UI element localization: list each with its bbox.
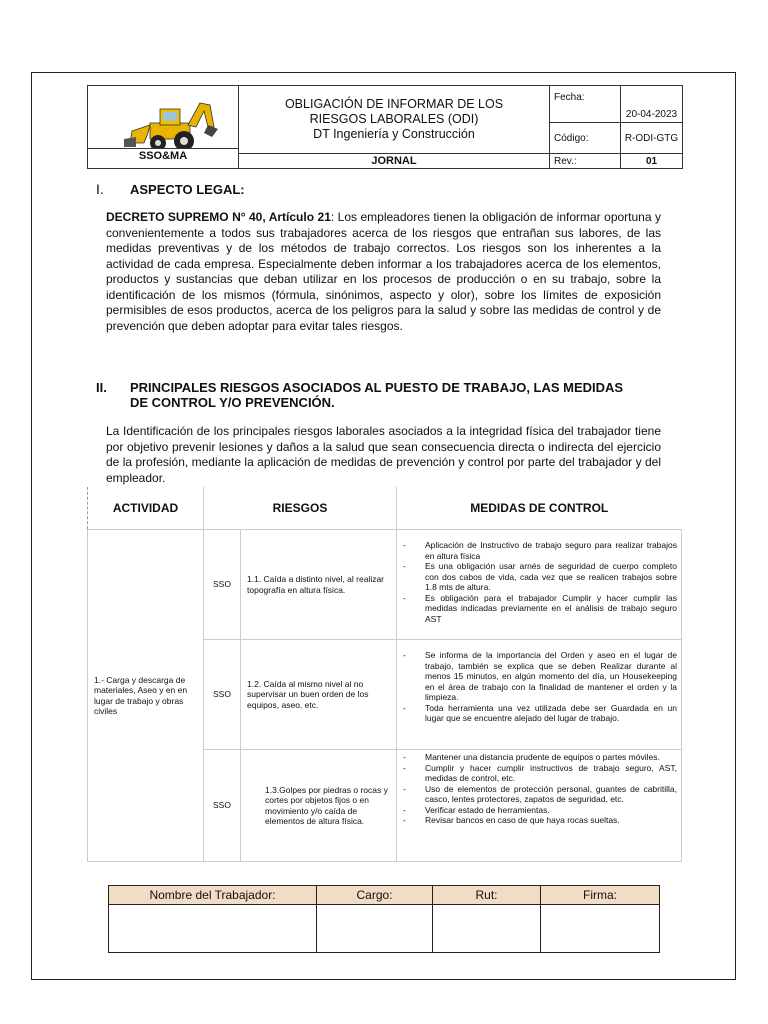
measures-cell <box>396 640 681 750</box>
header-firma: Firma: <box>541 886 660 905</box>
list-item: - Uso de elementos de protección personal, guantes de cabritilla, casco, lentes protectores, zapatos de seguridad, etc. <box>403 784 677 805</box>
header-riesgos: RIESGOS <box>204 487 397 530</box>
list-item: - Es obligación para el trabajador Cumplir y hacer cumplir las medidas indicadas previamente en el análisis de trabajo seguro AST <box>403 593 677 625</box>
document-title: OBLIGACIÓN DE INFORMAR DE LOS RIESGOS LABORALES (ODI) DT Ingeniería y Construcción <box>239 86 550 154</box>
section1-paragraph <box>106 210 661 334</box>
list-item: - Cumplir y hacer cumplir instructivos de trabajo seguro, AST, medidas de control, etc. <box>403 763 677 784</box>
section2-paragraph: La Identificación de los principales riesgos laborales asociados a la integridad física del trabajador tiene por objetivo prevenir lesiones y daños a la salud que sean consecuencia directa o indirecta del ejercicio de la profesión, mediante la aplicación de medidas de prevención y control por parte del trabajador y del empleador. <box>106 424 661 485</box>
risk-cell: 1.1. Caída a distinto nivel, al realizar topografía en altura física. <box>241 530 397 640</box>
sso-cell: SSO <box>204 640 241 750</box>
table-row <box>88 530 682 640</box>
list-item: - Se informa de la importancia del Orden y aseo en el lugar de trabajo, también se explica que se deben Realizar durante al menos 15 minutos, en algún momento del día, un Housekeeping en el área de trabajo con la finalidad de mantener el orden y la limpieza. <box>403 650 677 703</box>
risk-cell: 1.3.Golpes por piedras o rocas y cortes por objetos fijos o en movimiento y/o caída de elementos de altura física. <box>241 750 397 862</box>
codigo-label: Código: <box>550 123 621 154</box>
section2-number: II. <box>96 380 107 395</box>
header-actividad: ACTIVIDAD <box>88 487 204 530</box>
activity-cell: 1.- Carga y descarga de materiales, Aseo y en en lugar de trabajo y obras civiles <box>88 530 204 862</box>
rut-field[interactable] <box>433 905 541 953</box>
cargo-field[interactable] <box>317 905 433 953</box>
center-footer: JORNAL <box>239 154 550 169</box>
left-footer: SSO&MA <box>88 148 238 163</box>
fecha-label: Fecha: <box>550 86 621 123</box>
list-item: - Mantener una distancia prudente de equipos o partes móviles. <box>403 752 677 763</box>
list-item: - Aplicación de Instructivo de trabajo seguro para realizar trabajos en altura física <box>403 540 677 561</box>
risk-table <box>87 487 682 862</box>
section1-number: I. <box>96 181 104 197</box>
sso-cell: SSO <box>204 750 241 862</box>
header-cargo: Cargo: <box>317 886 433 905</box>
signature-table <box>108 885 660 953</box>
header-medidas: MEDIDAS DE CONTROL <box>396 487 681 530</box>
section2-title: PRINCIPALES RIESGOS ASOCIADOS AL PUESTO DE TRABAJO, LAS MEDIDAS DE CONTROL Y/O PREVENCIÓN. <box>130 380 624 410</box>
measures-cell <box>396 750 681 862</box>
list-item: - Es una obligación usar arnés de seguridad de cuerpo completo con dos cabos de vida, cada vez que se realicen trabajos sobre 1.8 mts de altura. <box>403 561 677 593</box>
section1-title: ASPECTO LEGAL: <box>130 182 245 197</box>
sso-cell: SSO <box>204 530 241 640</box>
fecha-value: 20-04-2023 <box>621 86 683 123</box>
firma-field[interactable] <box>541 905 660 953</box>
header-nombre: Nombre del Trabajador: <box>109 886 317 905</box>
risk-cell: 1.2. Caída al mismo nivel al no supervisar un buen orden de los equipos, aseo, etc. <box>241 640 397 750</box>
rev-value: 01 <box>621 154 683 169</box>
measures-cell <box>396 530 681 640</box>
rev-label: Rev.: <box>550 154 621 169</box>
decree-reference: DECRETO SUPREMO N° 40, Artículo 21 <box>106 210 331 224</box>
list-item: - Toda herramienta una vez utilizada debe ser Guardada en un lugar que se encuentre alejado del lugar de trabajo. <box>403 703 677 724</box>
section1-text: : Los empleadores tienen la obligación de informar oportuna y convenientemente a todos sus trabajadores acerca de los riesgos que entrañan sus labores, de las medidas preventivas y de los métodos de trabajo correctos. Los riesgos son los inherentes a la actividad de cada empresa. Especialmente deben informar a los trabajadores acerca de los elementos, productos y sustancias que deban utilizar en los procesos de producción o en su trabajo, sobre la identificación de los mismos (fórmula, sinónimos, aspecto y olor), sobre los límites de exposición permisibles de esos productos, acerca de los peligros para la salud y sobre las medidas de control y de prevención que deben adoptar para evitar tales riesgos. <box>106 210 661 333</box>
nombre-field[interactable] <box>109 905 317 953</box>
codigo-value: R-ODI-GTG <box>621 123 683 154</box>
header-rut: Rut: <box>433 886 541 905</box>
list-item: - Revisar bancos en caso de que haya rocas sueltas. <box>403 815 677 826</box>
list-item: - Verificar estado de herramientas. <box>403 805 677 816</box>
